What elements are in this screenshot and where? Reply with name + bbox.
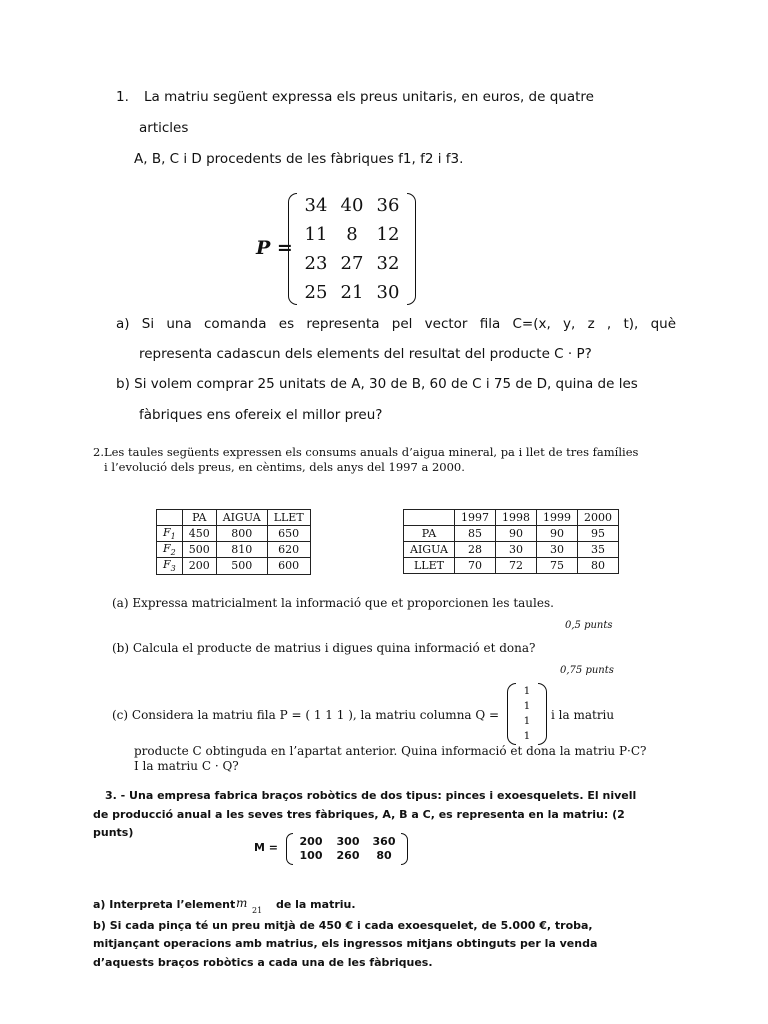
- q3-line3: punts): [93, 826, 134, 839]
- q1-matrix-label: P =: [256, 237, 293, 259]
- matrix-p-cell-3-2: 27: [340, 252, 364, 274]
- consumption-table-row-label: $F_2$: [157, 542, 183, 558]
- consumption-table-header-cell: PA: [182, 510, 216, 526]
- q1-line3: A, B, C i D procedents de les fàbriques f1, f2 i f3.: [134, 151, 464, 167]
- consumption-table-cell: 450: [182, 526, 216, 542]
- q2-matrix-Q: [507, 683, 547, 745]
- prices-table-cell: 75: [536, 558, 577, 574]
- consumption-table-cell: 600: [267, 558, 310, 574]
- prices-table-header-cell: 1999: [536, 510, 577, 526]
- q2-intro-line2: i l’evolució dels preus, en cèntims, dels anys del 1997 a 2000.: [104, 460, 465, 474]
- consumption-table-row-label: $F_3$: [157, 558, 183, 574]
- consumption-table-cell: 800: [216, 526, 267, 542]
- q1-line2: articles: [139, 120, 189, 136]
- matrix-m-cell-1-1: 200: [299, 835, 323, 848]
- q2-part-c-line2: producte C obtinguda en l’apartat anterior. Quina informació et dona la matriu P·C?: [134, 744, 647, 758]
- consumption-table-cell: 620: [267, 542, 310, 558]
- q3-part-a-prefix: a) Interpreta l’element: [93, 898, 236, 911]
- q2-table-consumption: [156, 509, 311, 575]
- prices-table-row: [404, 526, 619, 542]
- q1-line1: La matriu següent expressa els preus unitaris, en euros, de quatre: [144, 89, 594, 105]
- q3-matrix-label: M =: [254, 841, 278, 854]
- prices-table-cell: 35: [577, 542, 618, 558]
- matrix-m-cell-1-2: 300: [336, 835, 360, 848]
- q3-part-b-line3: d’aquests braços robòtics a cada una de les fàbriques.: [93, 956, 433, 969]
- q3-part-b-line1: b) Si cada pinça té un preu mitjà de 450 € i cada exoesquelet, de 5.000 €, troba,: [93, 919, 593, 932]
- matrix-p-cell-4-2: 21: [340, 281, 364, 303]
- matrix-m-cell-1-3: 360: [372, 835, 396, 848]
- prices-table-cell: 30: [536, 542, 577, 558]
- prices-table-cell: 80: [577, 558, 618, 574]
- prices-table-header-cell: [404, 510, 455, 526]
- prices-table-cell: 85: [454, 526, 495, 542]
- matrix-q-cell-1-1: 1: [523, 685, 531, 697]
- prices-table-header-cell: 2000: [577, 510, 618, 526]
- prices-table-cell: 72: [495, 558, 536, 574]
- consumption-table-cell: 500: [182, 542, 216, 558]
- matrix-p-cell-1-1: 34: [304, 194, 328, 216]
- matrix-m-cell-2-2: 260: [336, 849, 360, 862]
- prices-table-row-label: AIGUA: [404, 542, 455, 558]
- prices-table-header-cell: 1997: [454, 510, 495, 526]
- q3-part-a-suffix: de la matriu.: [276, 898, 356, 911]
- matrix-p-cell-4-1: 25: [304, 281, 328, 303]
- matrix-p-cell-1-3: 36: [376, 194, 400, 216]
- consumption-table-header-cell: LLET: [267, 510, 310, 526]
- matrix-p-cell-1-2: 40: [340, 194, 364, 216]
- q1-part-b-line1: b) Si volem comprar 25 unitats de A, 30 de B, 60 de C i 75 de D, quina de les: [116, 376, 638, 392]
- q3-line2: de producció anual a les seves tres fàbriques, A, B a C, es representa en la matriu: (2: [93, 808, 625, 821]
- q1-part-b-line2: fàbriques ens ofereix el millor preu?: [139, 407, 383, 423]
- prices-table-cell: 30: [495, 542, 536, 558]
- prices-table-cell: 90: [495, 526, 536, 542]
- matrix-p-cell-2-1: 11: [304, 223, 328, 245]
- consumption-table-row: [157, 558, 311, 574]
- matrix-m-cell-2-3: 80: [376, 849, 392, 862]
- q2-part-a: (a) Expressa matricialment la informació que et proporcionen les taules.: [112, 596, 554, 610]
- q3-matrix-M: [286, 833, 408, 865]
- consumption-table-cell: 500: [216, 558, 267, 574]
- prices-table-cell: 95: [577, 526, 618, 542]
- consumption-table-header-cell: [157, 510, 183, 526]
- q1-part-a-line1: a) Si una comanda es representa pel vector fila C=(x, y, z , t), què: [116, 316, 676, 332]
- consumption-table-cell: 810: [216, 542, 267, 558]
- q3-element-subscript: 21: [252, 906, 263, 915]
- matrix-q-cell-4-1: 1: [523, 730, 531, 742]
- consumption-table-cell: 650: [267, 526, 310, 542]
- q2-part-c-line1: (c) Considera la matriu fila P = ( 1 1 1 ), la matriu columna Q =: [112, 708, 500, 722]
- matrix-q-cell-3-1: 1: [523, 715, 531, 727]
- prices-table-row: [404, 558, 619, 574]
- prices-table-cell: 90: [536, 526, 577, 542]
- q2-part-c-line1-end: i la matriu: [551, 708, 615, 722]
- matrix-q-cell-2-1: 1: [523, 700, 531, 712]
- consumption-table-row: [157, 526, 311, 542]
- consumption-table-header-cell: AIGUA: [216, 510, 267, 526]
- q2-intro-line1: 2.Les taules següents expressen els consums anuals d’aigua mineral, pa i llet de tres famílies: [93, 445, 639, 459]
- q1-part-a-line2: representa cadascun dels elements del resultat del producte C · P?: [139, 346, 592, 362]
- q2-part-c-line3: I la matriu C · Q?: [134, 759, 239, 773]
- q1-matrix-P: [288, 193, 416, 305]
- prices-table-row: [404, 542, 619, 558]
- q2-points-a: 0,5 punts: [565, 620, 613, 631]
- q3-part-b-line2: mitjançant operacions amb matrius, els ingressos mitjans obtinguts per la venda: [93, 937, 598, 950]
- q1-number: 1.: [116, 89, 129, 105]
- matrix-m-cell-2-1: 100: [299, 849, 323, 862]
- matrix-p-cell-2-2: 8: [346, 223, 358, 245]
- matrix-p-cell-4-3: 30: [376, 281, 400, 303]
- prices-table-header-cell: 1998: [495, 510, 536, 526]
- consumption-table-header-row: [157, 510, 311, 526]
- consumption-table-row: [157, 542, 311, 558]
- q3-line1: 3. - Una empresa fabrica braços robòtics de dos tipus: pinces i exoesquelets. El nivell: [105, 789, 637, 802]
- consumption-table-cell: 200: [182, 558, 216, 574]
- prices-table-cell: 28: [454, 542, 495, 558]
- matrix-p-cell-3-3: 32: [376, 252, 400, 274]
- q2-part-b: (b) Calcula el producte de matrius i digues quina informació et dona?: [112, 641, 536, 655]
- prices-table-row-label: LLET: [404, 558, 455, 574]
- matrix-p-cell-2-3: 12: [376, 223, 400, 245]
- prices-table-row-label: PA: [404, 526, 455, 542]
- consumption-table-row-label: $F_1$: [157, 526, 183, 542]
- q2-points-b: 0,75 punts: [560, 665, 614, 676]
- q2-table-prices: [403, 509, 619, 574]
- prices-table-header-row: [404, 510, 619, 526]
- q3-element-m: m: [236, 896, 248, 910]
- prices-table-cell: 70: [454, 558, 495, 574]
- matrix-p-cell-3-1: 23: [304, 252, 328, 274]
